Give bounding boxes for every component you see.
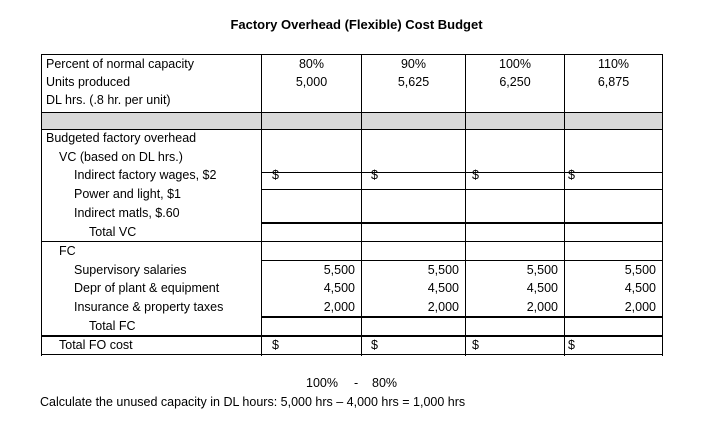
depr-value: 4,500 [323, 281, 355, 295]
row-divider [261, 172, 663, 173]
vc-label: VC (based on DL hrs.) [59, 150, 183, 164]
power-light-label: Power and light, $1 [74, 187, 182, 201]
indirect-matls-label: Indirect matls, $.60 [74, 206, 180, 220]
supervisory-value: 5,500 [526, 263, 558, 277]
row-divider [41, 241, 663, 242]
total-fo-rule [41, 335, 663, 337]
total-fc-rule [261, 316, 663, 318]
total-vc-rule [261, 222, 663, 224]
row-divider [261, 189, 663, 190]
budget-table [41, 54, 663, 356]
supervisory-value: 5,500 [624, 263, 656, 277]
footer-percent-a: 100% [306, 376, 338, 390]
page-title: Factory Overhead (Flexible) Cost Budget [230, 17, 483, 32]
dollar-sign: $ [568, 338, 575, 352]
insurance-value: 2,000 [624, 300, 656, 314]
row-divider [261, 260, 663, 261]
column-units: 6,250 [499, 75, 531, 89]
total-vc-label: Total VC [89, 225, 137, 239]
depr-value: 4,500 [624, 281, 656, 295]
table-border-right [662, 54, 663, 356]
table-border-bottom [41, 354, 663, 355]
supervisory-value: 5,500 [323, 263, 355, 277]
supervisory-salaries-label: Supervisory salaries [74, 263, 187, 277]
indirect-wages-label: Indirect factory wages, $2 [74, 168, 217, 182]
supervisory-value: 5,500 [427, 263, 459, 277]
footer-dash: - [354, 376, 359, 390]
dollar-sign: $ [472, 338, 479, 352]
column-units: 5,625 [397, 75, 430, 89]
dollar-sign: $ [472, 168, 479, 182]
row-divider [41, 129, 663, 130]
insurance-value: 2,000 [323, 300, 355, 314]
insurance-value: 2,000 [526, 300, 558, 314]
percent-capacity-label: Percent of normal capacity [46, 57, 194, 71]
column-percent: 90% [400, 57, 427, 71]
insurance-taxes-label: Insurance & property taxes [74, 300, 224, 314]
table-border-top [41, 54, 663, 55]
dollar-sign: $ [272, 338, 279, 352]
budgeted-overhead-label: Budgeted factory overhead [46, 131, 197, 145]
total-fo-label: Total FO cost [59, 338, 133, 352]
dollar-sign: $ [272, 168, 279, 182]
column-percent: 110% [597, 57, 630, 71]
footer-percent-b: 80% [372, 376, 398, 390]
depr-value: 4,500 [427, 281, 459, 295]
row-divider [41, 112, 663, 113]
fc-label: FC [59, 244, 76, 258]
dollar-sign: $ [371, 168, 378, 182]
unused-capacity-calculation: Calculate the unused capacity in DL hours: 5,000 hrs – 4,000 hrs = 1,000 hrs [40, 395, 466, 409]
column-percent: 80% [298, 57, 325, 71]
column-units: 5,000 [295, 75, 328, 89]
total-fc-label: Total FC [89, 319, 136, 333]
depr-value: 4,500 [526, 281, 558, 295]
dollar-sign: $ [568, 168, 575, 182]
insurance-value: 2,000 [427, 300, 459, 314]
dollar-sign: $ [371, 338, 378, 352]
units-produced-label: Units produced [46, 75, 131, 89]
dl-hours-label: DL hrs. (.8 hr. per unit) [46, 93, 171, 107]
column-percent: 100% [499, 57, 531, 71]
shaded-separator-row [41, 112, 663, 129]
column-units: 6,875 [597, 75, 630, 89]
depreciation-label: Depr of plant & equipment [74, 281, 220, 295]
table-border-left [41, 54, 42, 356]
